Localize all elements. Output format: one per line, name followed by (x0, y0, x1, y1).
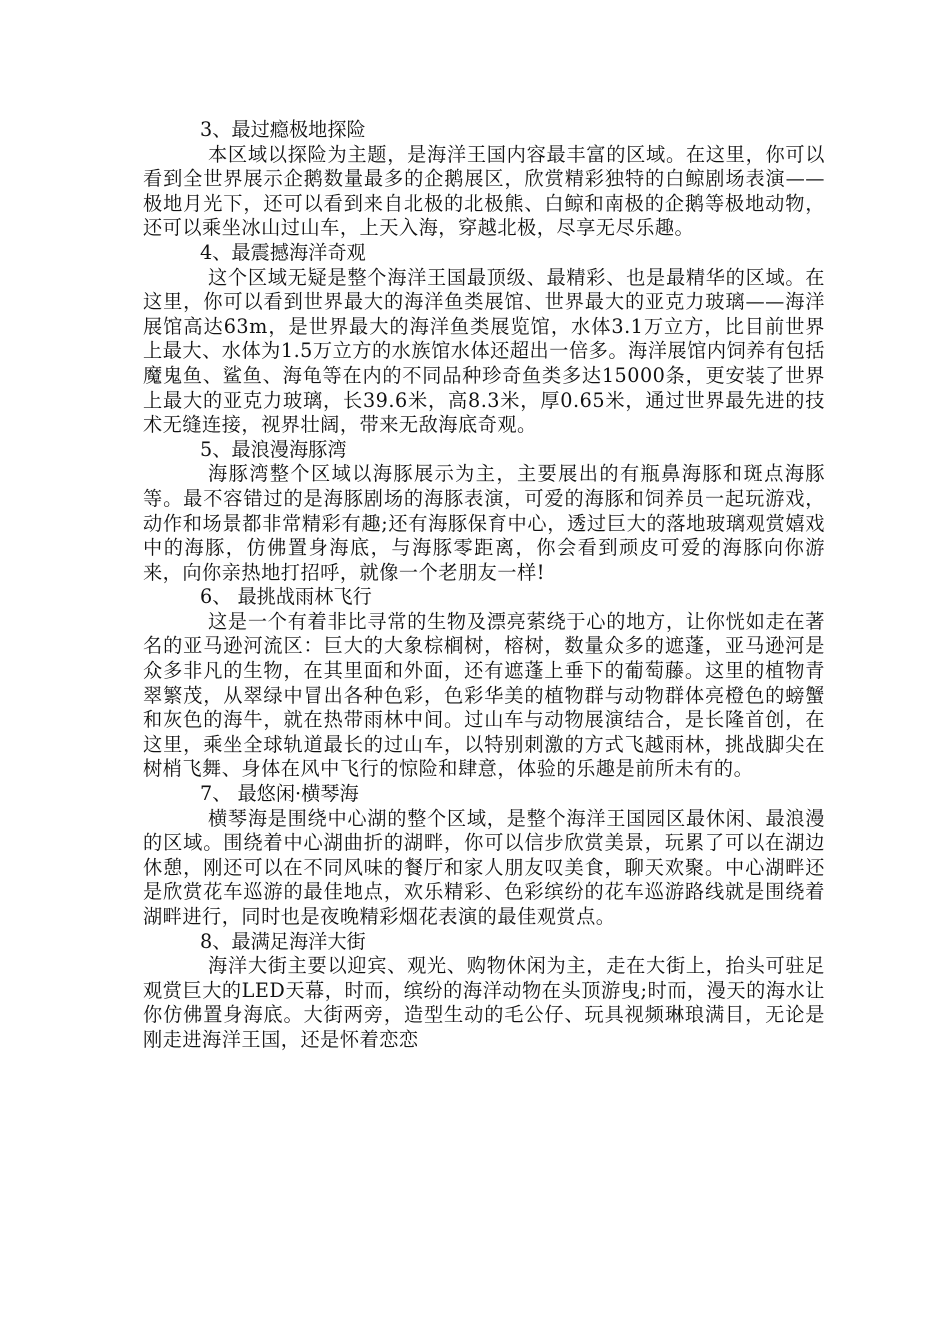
section-paragraph: 本区域以探险为主题，是海洋王国内容最丰富的区域。在这里，你可以看到全世界展示企鹅数量最多的企鹅展区，欣赏精彩独特的白鲸剧场表演——极地月光下，还可以看到来自北极的北极熊、白鲸和南极的企鹅等极地动物，还可以乘坐冰山过山车，上天入海，穿越北极，尽享无尽乐趣。 (143, 142, 825, 240)
document-body (143, 118, 825, 1053)
section-paragraph: 海豚湾整个区域以海豚展示为主，主要展出的有瓶鼻海豚和斑点海豚等。最不容错过的是海豚剧场的海豚表演，可爱的海豚和饲养员一起玩游戏，动作和场景都非常精彩有趣;还有海豚保育中心，透过巨大的落地玻璃观赏嬉戏中的海豚，仿佛置身海底，与海豚零距离，你会看到顽皮可爱的海豚向你游来，向你亲热地打招呼，就像一个老朋友一样! (143, 462, 825, 584)
section-heading: 7、 最悠闲·横琴海 (200, 782, 359, 806)
section-paragraph: 海洋大街主要以迎宾、观光、购物休闲为主，走在大街上，抬头可驻足观赏巨大的LED天幕，时而，缤纷的海洋动物在头顶游曳;时而，漫天的海水让你仿佛置身海底。大街两旁，造型生动的毛公仔、玩具视频琳琅满目，无论是刚走进海洋王国，还是怀着恋恋 (143, 954, 825, 1051)
section-heading: 5、最浪漫海豚湾 (200, 437, 347, 461)
section-ocean-street (143, 930, 825, 1053)
section-heading: 3、最过瘾极地探险 (200, 118, 366, 141)
section-polar-adventure (143, 118, 825, 241)
section-paragraph: 这是一个有着非比寻常的生物及漂亮萦绕于心的地方，让你恍如走在著名的亚马逊河流区：巨大的大象棕榈树，榕树，数量众多的遮蓬，亚马逊河是众多非凡的生物，在其里面和外面，还有遮蓬上垂下的葡萄藤。这里的植物青翠繁茂，从翠绿中冒出各种色彩，色彩华美的植物群与动物群体亮橙色的螃蟹和灰色的海牛，就在热带雨林中间。过山车与动物展演结合，是长隆首创，在这里，乘坐全球轨道最长的过山车，以特别刺激的方式飞越雨林，挑战脚尖在树梢飞舞、身体在风中飞行的惊险和肆意，体验的乐趣是前所未有的。 (143, 609, 825, 781)
section-paragraph: 横琴海是围绕中心湖的整个区域，是整个海洋王国园区最休闲、最浪漫的区域。围绕着中心湖曲折的湖畔，你可以信步欣赏美景，玩累了可以在湖边休憩，刚还可以在不同风味的餐厅和家人朋友叹美食，聊天欢聚。中心湖畔还是欣赏花车巡游的最佳地点，欢乐精彩、色彩缤纷的花车巡游路线就是围绕着湖畔进行，同时也是夜晚精彩烟花表演的最佳观赏点。 (143, 806, 825, 928)
section-heading: 8、最满足海洋大街 (200, 929, 366, 953)
section-hengqin-sea (143, 782, 825, 930)
section-rainforest-flight (143, 585, 825, 782)
section-dolphin-bay (143, 438, 825, 586)
section-heading: 4、最震撼海洋奇观 (200, 240, 366, 264)
section-paragraph: 这个区域无疑是整个海洋王国最顶级、最精彩、也是最精华的区域。在这里，你可以看到世界最大的海洋鱼类展馆、世界最大的亚克力玻璃——海洋展馆高达63m，是世界最大的海洋鱼类展览馆，水体3.1万立方，比目前世界上最大、水体为1.5万立方的水族馆水体还超出一倍多。海洋展馆内饲养有包括魔鬼鱼、鲨鱼、海龟等在内的不同品种珍奇鱼类多达15000条，更安装了世界上最大的亚克力玻璃，长39.6米，高8.3米，厚0.65米，通过世界最先进的技术无缝连接，视界壮阔，带来无敌海底奇观。 (143, 265, 825, 437)
section-heading: 6、 最挑战雨林飞行 (200, 585, 372, 609)
section-ocean-wonder (143, 241, 825, 438)
